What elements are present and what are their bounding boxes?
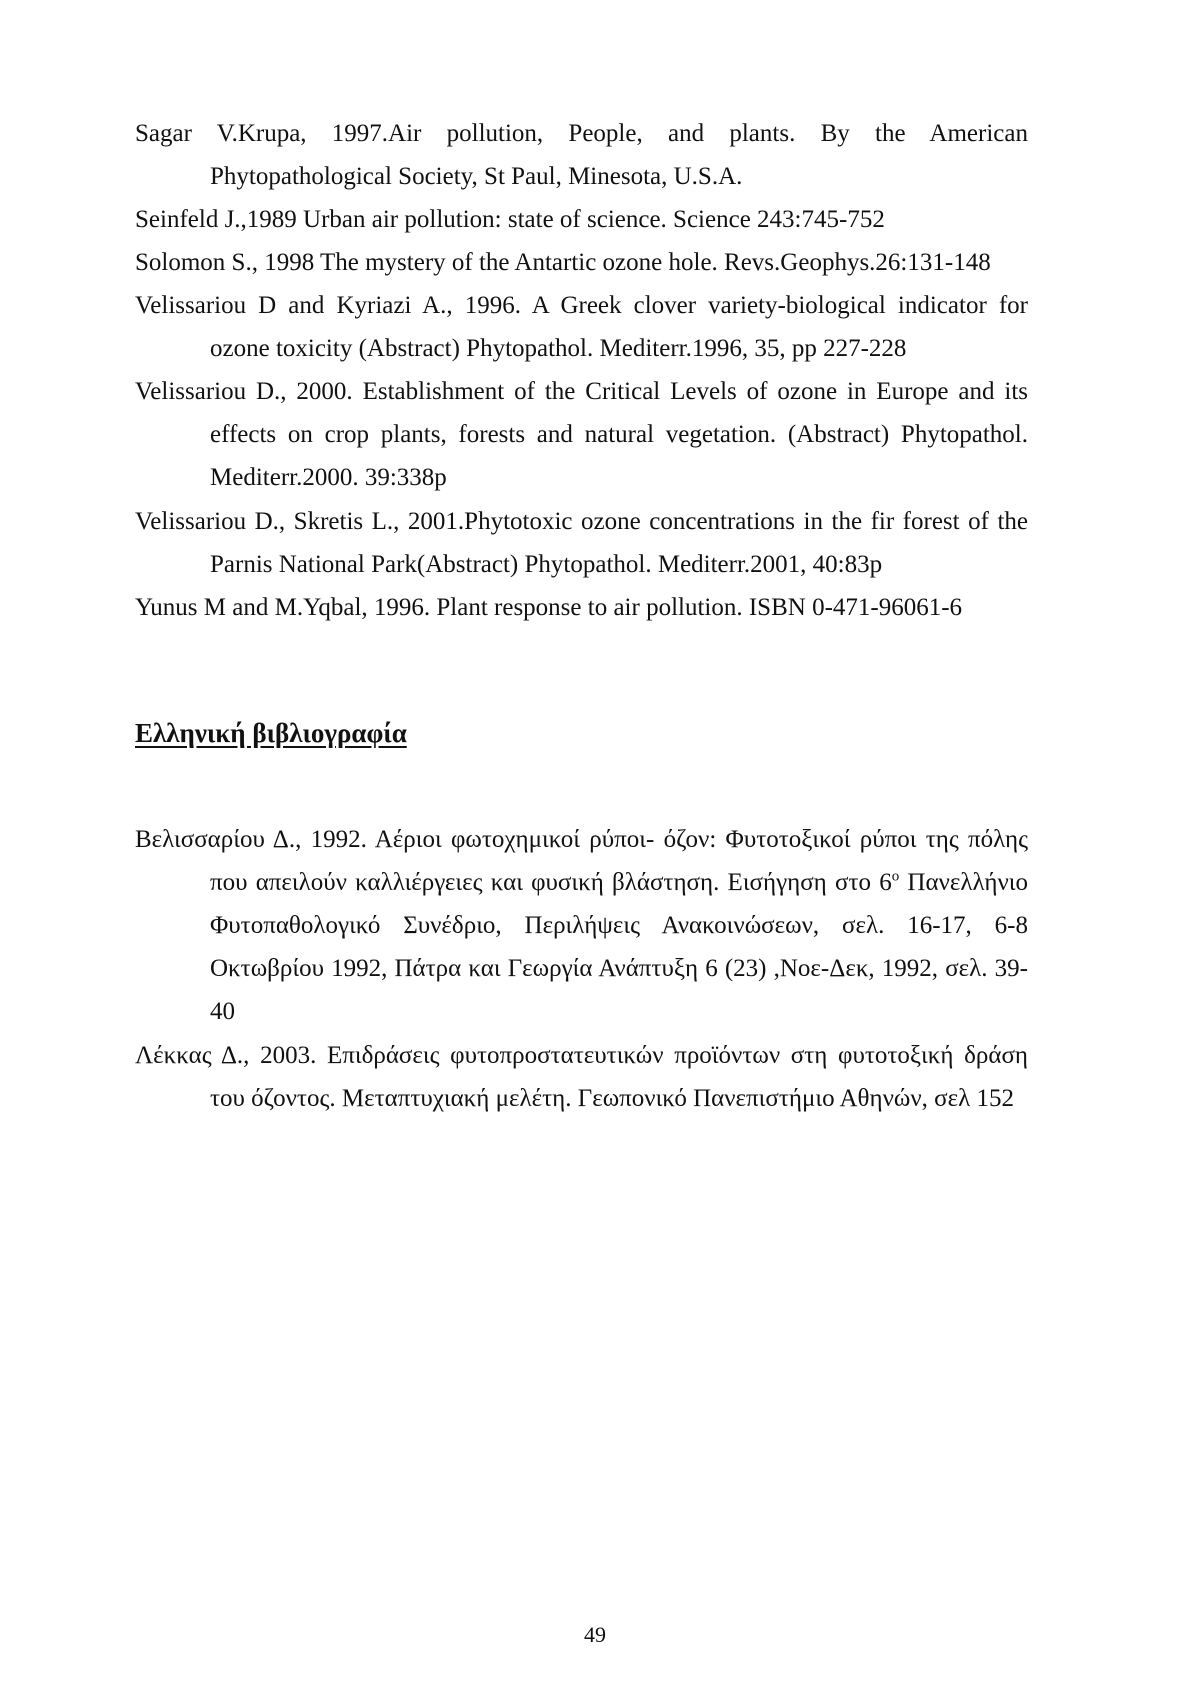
reference-velissariou-2000: Velissariou D., 2000. Establishment of the Critical Levels of ozone in Europe and its effects on crop plants, forests and natural vegetation. (Abstract) Phytopathol. Mediterr.2000. 39:338p — [135, 378, 1028, 491]
reference-solomon: Solomon S., 1998 The mystery of the Antartic ozone hole. Revs.Geophys.26:131-148 — [135, 249, 991, 276]
reference-sagar: Sagar V.Krupa, 1997.Air pollution, People, and plants. By the American Phytopathological Society, St Paul, Minesota, U.S.A. — [135, 120, 1028, 190]
reference-velissariou-kyriazi: Velissariou D and Kyriazi A., 1996. A Greek clover variety-biological indicator for ozone toxicity (Abstract) Phytopathol. Mediterr.1996, 35, pp 227-228 — [135, 292, 1028, 362]
reference-text-part-2: Πανελλήνιο Φυτοπαθολογικό Συνέδριο, Περιλήψεις Ανακοινώσεων, σελ. 16-17, 6-8 Οκτωβρίου 1992, Πάτρα και Γεωργία Ανάπτυξη 6 (23) ,Νοε-Δεκ, 1992, σελ. 39-40 — [210, 869, 1028, 1025]
reference-velissariou-skretis: Velissariou D., Skretis L., 2001.Phytotoxic ozone concentrations in the fir forest of the Parnis National Park(Abstract) Phytopathol. Mediterr.2001, 40:83p — [135, 508, 1028, 578]
reference-lekkas: Λέκκας Δ., 2003. Επιδράσεις φυτοπροστατευτικών προϊόντων στη φυτοτοξική δράση του όζοντος. Μεταπτυχιακή μελέτη. Γεωπονικό Πανεπιστήμιο Αθηνών, σελ 152 — [135, 1042, 1028, 1112]
page-number: 49 — [584, 1622, 606, 1647]
reference-seinfeld: Seinfeld J.,1989 Urban air pollution: state of science. Science 243:745-752 — [135, 206, 885, 233]
reference-yunus: Yunus M and M.Yqbal, 1996. Plant response to air pollution. ISBN 0-471-96061-6 — [135, 594, 963, 621]
reference-velissariou-1992 — [135, 818, 1028, 1033]
section-heading-greek-bibliography: Ελληνική βιβλιογραφία — [135, 718, 407, 748]
reference-text-part-1: Βελισσαρίου Δ., 1992. Αέριοι φωτοχημικοί ρύποι- όζον: Φυτοτοξικοί ρύποι της πόλης που απειλούν καλλιέργειες και φυσική βλάστηση. Εισήγηση στο 6 — [135, 826, 1028, 896]
superscript-ordinal: ο — [891, 868, 900, 885]
